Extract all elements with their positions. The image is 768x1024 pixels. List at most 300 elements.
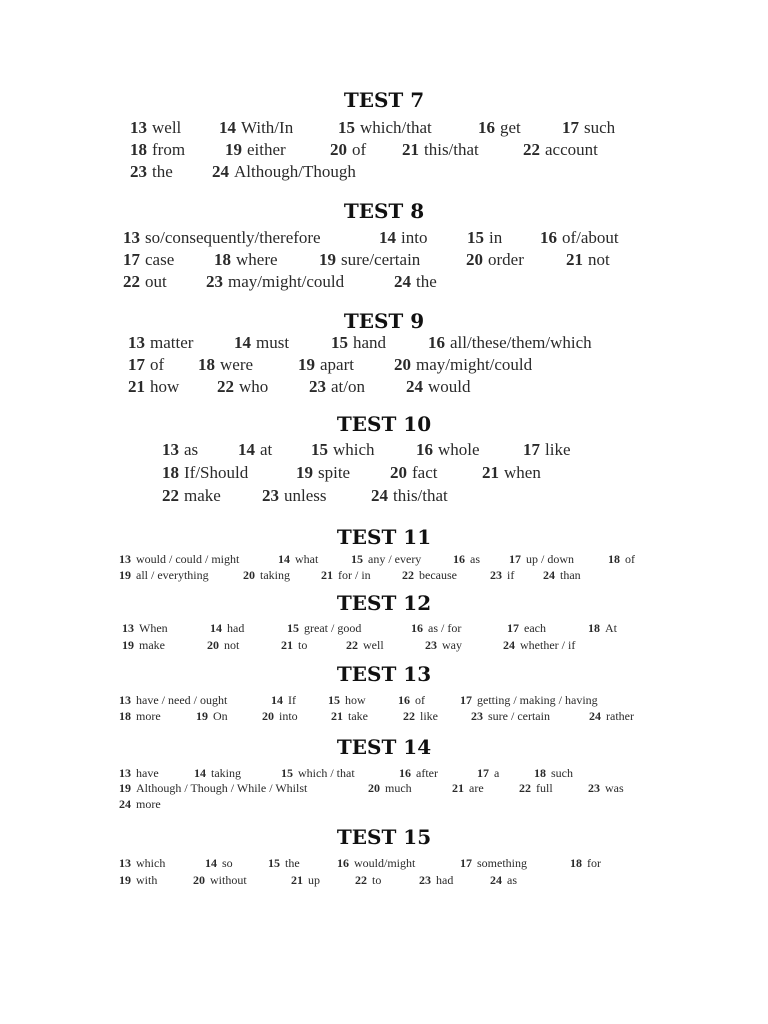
answer-text: well	[152, 118, 182, 137]
answer-text: more	[136, 797, 161, 811]
answer-text: more	[136, 709, 161, 723]
answer-text: may/might/could	[228, 272, 345, 291]
answer-item	[119, 856, 165, 871]
question-number: 21	[291, 873, 303, 887]
question-number: 19	[319, 250, 336, 269]
question-number: 22	[355, 873, 367, 887]
question-number: 15	[331, 333, 348, 352]
question-number: 14	[210, 621, 222, 635]
answer-text: make	[139, 638, 165, 652]
question-number: 15	[351, 552, 363, 566]
answer-item	[346, 638, 384, 653]
answer-item	[122, 621, 168, 636]
answer-text: whole	[438, 440, 480, 459]
answer-text: rather	[606, 709, 634, 723]
answer-text: hand	[353, 333, 387, 352]
answer-item	[608, 552, 635, 567]
answer-text: such	[551, 766, 573, 780]
answer-text: were	[220, 355, 254, 374]
question-number: 18	[534, 766, 546, 780]
question-number: 21	[321, 568, 333, 582]
test-13-title: TEST 13	[336, 662, 432, 686]
answer-text: much	[385, 781, 412, 795]
question-number: 21	[128, 377, 145, 396]
answer-item	[490, 568, 514, 583]
question-number: 18	[214, 250, 231, 269]
answer-text: this/that	[424, 140, 479, 159]
answer-text: unless	[284, 486, 327, 505]
answer-item	[588, 781, 624, 796]
answer-item	[402, 568, 457, 583]
answer-item	[321, 568, 371, 583]
answer-item	[243, 568, 290, 583]
answer-text: as	[470, 552, 480, 566]
answer-item	[328, 693, 366, 708]
question-number: 14	[271, 693, 283, 707]
answer-text: from	[152, 140, 186, 159]
question-number: 24	[119, 797, 131, 811]
answer-text: up / down	[526, 552, 574, 566]
answer-text: in	[489, 228, 503, 247]
answer-item	[319, 250, 420, 270]
answer-item	[371, 486, 448, 506]
question-number: 24	[503, 638, 515, 652]
answer-text: as	[184, 440, 199, 459]
answer-text: take	[348, 709, 368, 723]
answer-text: at	[260, 440, 273, 459]
answer-text: how	[345, 693, 366, 707]
answer-item	[268, 856, 300, 871]
question-number: 20	[193, 873, 205, 887]
question-number: 23	[471, 709, 483, 723]
answer-text: so/consequently/therefore	[145, 228, 321, 247]
answer-item	[119, 552, 239, 567]
question-number: 17	[507, 621, 519, 635]
answer-text: the	[285, 856, 300, 870]
answer-text: to	[372, 873, 382, 887]
answer-item	[262, 486, 327, 506]
answer-text: which	[136, 856, 166, 870]
question-number: 19	[119, 781, 131, 795]
answer-text: If	[288, 693, 296, 707]
question-number: 14	[379, 228, 396, 247]
answer-text: which/that	[360, 118, 432, 137]
answer-item	[214, 250, 278, 270]
question-number: 23	[262, 486, 279, 505]
question-number: 19	[122, 638, 134, 652]
answer-text: had	[436, 873, 454, 887]
question-number: 17	[477, 766, 489, 780]
answer-text: would / could / might	[136, 552, 240, 566]
test-12-title: TEST 12	[336, 591, 432, 615]
question-number: 17	[123, 250, 140, 269]
answer-item	[123, 228, 321, 248]
answer-item	[482, 463, 541, 483]
question-number: 21	[402, 140, 419, 159]
question-number: 22	[403, 709, 415, 723]
question-number: 13	[130, 118, 147, 137]
answer-item	[198, 355, 253, 375]
test-14-title: TEST 14	[336, 735, 432, 759]
question-number: 23	[425, 638, 437, 652]
question-number: 24	[589, 709, 601, 723]
answer-item	[379, 228, 427, 248]
answer-item	[411, 621, 461, 636]
answer-item	[406, 377, 471, 397]
answer-item	[119, 873, 157, 888]
answer-text: was	[605, 781, 624, 795]
question-number: 20	[368, 781, 380, 795]
answer-item	[351, 552, 421, 567]
question-number: 14	[205, 856, 217, 870]
answer-text: as	[507, 873, 517, 887]
question-number: 24	[212, 162, 229, 181]
answer-item	[234, 333, 289, 353]
question-number: 17	[523, 440, 540, 459]
question-number: 15	[467, 228, 484, 247]
question-number: 16	[398, 693, 410, 707]
answer-item	[570, 856, 601, 871]
question-number: 22	[162, 486, 179, 505]
answer-item	[119, 693, 227, 708]
question-number: 15	[287, 621, 299, 635]
answer-text: order	[488, 250, 524, 269]
answer-text: are	[469, 781, 484, 795]
answer-text: the	[152, 162, 173, 181]
answer-text: of	[150, 355, 165, 374]
answer-item	[119, 568, 209, 583]
question-number: 23	[206, 272, 223, 291]
answer-item	[477, 766, 499, 781]
answer-item	[337, 856, 415, 871]
question-number: 17	[562, 118, 579, 137]
answer-text: up	[308, 873, 320, 887]
question-number: 23	[490, 568, 502, 582]
answer-item	[394, 355, 532, 375]
answer-text: sure / certain	[488, 709, 550, 723]
answer-text: for	[587, 856, 601, 870]
answer-item	[193, 873, 247, 888]
question-number: 16	[411, 621, 423, 635]
question-number: 17	[128, 355, 145, 374]
answer-text: great / good	[304, 621, 362, 635]
answer-text: would	[428, 377, 471, 396]
test-11-title: TEST 11	[336, 525, 432, 549]
question-number: 16	[337, 856, 349, 870]
question-number: 18	[130, 140, 147, 159]
question-number: 24	[371, 486, 388, 505]
answer-text: spite	[318, 463, 351, 482]
answer-item	[206, 272, 344, 292]
question-number: 17	[460, 856, 472, 870]
question-number: 20	[466, 250, 483, 269]
answer-item	[122, 638, 165, 653]
question-number: 14	[194, 766, 206, 780]
answer-text: have / need / ought	[136, 693, 228, 707]
answer-text: Although/Though	[234, 162, 356, 181]
answer-text: of	[415, 693, 425, 707]
answer-item	[331, 709, 368, 724]
answer-text: of	[352, 140, 367, 159]
question-number: 13	[119, 693, 131, 707]
question-number: 22	[346, 638, 358, 652]
answer-item	[566, 250, 610, 270]
answer-item	[368, 781, 412, 796]
question-number: 18	[570, 856, 582, 870]
answer-item	[162, 463, 248, 483]
answer-text: what	[295, 552, 319, 566]
answer-item	[311, 440, 375, 460]
answer-item	[217, 377, 268, 397]
answer-item	[119, 766, 159, 781]
answer-item	[119, 781, 307, 796]
question-number: 14	[219, 118, 236, 137]
answer-text: which / that	[298, 766, 355, 780]
question-number: 24	[490, 873, 502, 887]
answer-item	[390, 463, 437, 483]
answer-text: than	[560, 568, 581, 582]
answer-text: after	[416, 766, 438, 780]
question-number: 21	[566, 250, 583, 269]
answer-item	[399, 766, 438, 781]
answer-text: for / in	[338, 568, 371, 582]
answer-item	[490, 873, 517, 888]
question-number: 19	[298, 355, 315, 374]
answer-text: where	[236, 250, 278, 269]
question-number: 20	[262, 709, 274, 723]
answer-item	[428, 333, 592, 353]
answer-item	[309, 377, 365, 397]
answer-item	[460, 856, 527, 871]
question-number: 18	[198, 355, 215, 374]
answer-text: who	[239, 377, 269, 396]
answer-text: each	[524, 621, 546, 635]
answer-item	[130, 140, 185, 160]
test-9-title: TEST 9	[343, 309, 425, 333]
answer-item	[162, 440, 198, 460]
answer-text: taking	[260, 568, 290, 582]
question-number: 20	[394, 355, 411, 374]
answer-item	[123, 250, 174, 270]
answer-text: so	[222, 856, 233, 870]
answer-text: like	[420, 709, 438, 723]
question-number: 19	[196, 709, 208, 723]
answer-text: If/Should	[184, 463, 249, 482]
answer-text: not	[588, 250, 610, 269]
answer-text: matter	[150, 333, 194, 352]
answer-item	[471, 709, 550, 724]
question-number: 22	[402, 568, 414, 582]
answer-text: a	[494, 766, 500, 780]
answer-text: getting / making / having	[477, 693, 598, 707]
question-number: 15	[311, 440, 328, 459]
test-10-title: TEST 10	[336, 412, 432, 436]
question-number: 13	[122, 621, 134, 635]
answer-item	[478, 118, 521, 138]
answer-item	[394, 272, 437, 292]
answer-text: may/might/could	[416, 355, 533, 374]
answer-text: as / for	[428, 621, 462, 635]
question-number: 23	[419, 873, 431, 887]
question-number: 15	[328, 693, 340, 707]
answer-item	[128, 377, 179, 397]
answer-text: out	[145, 272, 167, 291]
answer-text: to	[298, 638, 308, 652]
answer-item	[128, 333, 193, 353]
answer-text: of	[625, 552, 635, 566]
question-number: 20	[243, 568, 255, 582]
answer-item	[452, 781, 484, 796]
question-number: 21	[331, 709, 343, 723]
answer-item	[298, 355, 354, 375]
answer-text: When	[139, 621, 168, 635]
answer-item	[219, 118, 293, 138]
answer-text: full	[536, 781, 553, 795]
answer-text: apart	[320, 355, 354, 374]
answer-item	[467, 228, 502, 248]
question-number: 23	[130, 162, 147, 181]
test-8-title: TEST 8	[343, 199, 425, 223]
answer-item	[207, 638, 239, 653]
answer-item	[589, 709, 634, 724]
answer-text: without	[210, 873, 247, 887]
answer-item	[466, 250, 524, 270]
question-number: 16	[416, 440, 433, 459]
answer-text: all/these/them/which	[450, 333, 592, 352]
answer-item	[281, 638, 307, 653]
answer-text: well	[363, 638, 384, 652]
question-number: 18	[608, 552, 620, 566]
question-number: 14	[234, 333, 251, 352]
question-number: 21	[452, 781, 464, 795]
answer-text: such	[584, 118, 616, 137]
answer-text: At	[605, 621, 617, 635]
answer-item	[130, 118, 181, 138]
answer-item	[278, 552, 318, 567]
question-number: 15	[338, 118, 355, 137]
question-number: 18	[588, 621, 600, 635]
answer-item	[262, 709, 298, 724]
answer-text: fact	[412, 463, 438, 482]
answer-text: this/that	[393, 486, 448, 505]
answer-item	[534, 766, 573, 781]
answer-item	[403, 709, 438, 724]
answer-item	[205, 856, 233, 871]
answer-item	[416, 440, 480, 460]
answer-item	[128, 355, 164, 375]
answer-text: On	[213, 709, 228, 723]
answer-item	[238, 440, 272, 460]
answer-item	[130, 162, 173, 182]
answer-item	[507, 621, 546, 636]
answer-text: case	[145, 250, 175, 269]
answer-text: must	[256, 333, 290, 352]
question-number: 19	[296, 463, 313, 482]
answer-text: would/might	[354, 856, 416, 870]
answer-text: how	[150, 377, 180, 396]
question-number: 16	[428, 333, 445, 352]
question-number: 18	[119, 709, 131, 723]
question-number: 16	[453, 552, 465, 566]
answer-item	[291, 873, 320, 888]
question-number: 23	[309, 377, 326, 396]
question-number: 22	[519, 781, 531, 795]
answer-item	[330, 140, 366, 160]
answer-item	[509, 552, 574, 567]
answer-item	[123, 272, 167, 292]
answer-item	[338, 118, 432, 138]
question-number: 13	[128, 333, 145, 352]
question-number: 16	[478, 118, 495, 137]
test-15-title: TEST 15	[336, 825, 432, 849]
answer-item	[543, 568, 581, 583]
answer-item	[402, 140, 479, 160]
question-number: 13	[123, 228, 140, 247]
question-number: 20	[330, 140, 347, 159]
question-number: 21	[281, 638, 293, 652]
answer-text: if	[507, 568, 515, 582]
answer-text: which	[333, 440, 375, 459]
answer-item	[588, 621, 617, 636]
question-number: 20	[207, 638, 219, 652]
answer-item	[287, 621, 361, 636]
question-number: 18	[162, 463, 179, 482]
question-number: 21	[482, 463, 499, 482]
answer-item	[194, 766, 241, 781]
answer-text: way	[442, 638, 462, 652]
answer-text: not	[224, 638, 240, 652]
answer-text: sure/certain	[341, 250, 421, 269]
answer-text: all / everything	[136, 568, 209, 582]
question-number: 14	[278, 552, 290, 566]
answer-item	[119, 797, 161, 812]
answer-item	[212, 162, 356, 182]
question-number: 19	[119, 568, 131, 582]
question-number: 19	[119, 873, 131, 887]
answer-text: any / every	[368, 552, 422, 566]
answer-text: the	[416, 272, 437, 291]
answer-item	[119, 709, 161, 724]
question-number: 24	[543, 568, 555, 582]
question-number: 15	[268, 856, 280, 870]
answer-item	[453, 552, 480, 567]
question-number: 16	[399, 766, 411, 780]
question-number: 14	[238, 440, 255, 459]
answer-item	[225, 140, 286, 160]
answer-text: account	[545, 140, 598, 159]
answer-item	[296, 463, 350, 483]
answer-item	[162, 486, 221, 506]
answer-item	[355, 873, 381, 888]
question-number: 13	[119, 552, 131, 566]
answer-text: whether / if	[520, 638, 576, 652]
test-7-title: TEST 7	[343, 88, 425, 112]
question-number: 13	[162, 440, 179, 459]
answer-text: like	[545, 440, 571, 459]
question-number: 20	[390, 463, 407, 482]
answer-text: had	[227, 621, 245, 635]
answer-item	[460, 693, 598, 708]
answer-text: with	[136, 873, 158, 887]
answer-text: taking	[211, 766, 241, 780]
answer-text: Although / Though / While / Whilst	[136, 781, 308, 795]
question-number: 15	[281, 766, 293, 780]
answer-item	[210, 621, 244, 636]
answer-item	[419, 873, 453, 888]
answer-item	[562, 118, 615, 138]
answer-item	[281, 766, 355, 781]
question-number: 17	[509, 552, 521, 566]
